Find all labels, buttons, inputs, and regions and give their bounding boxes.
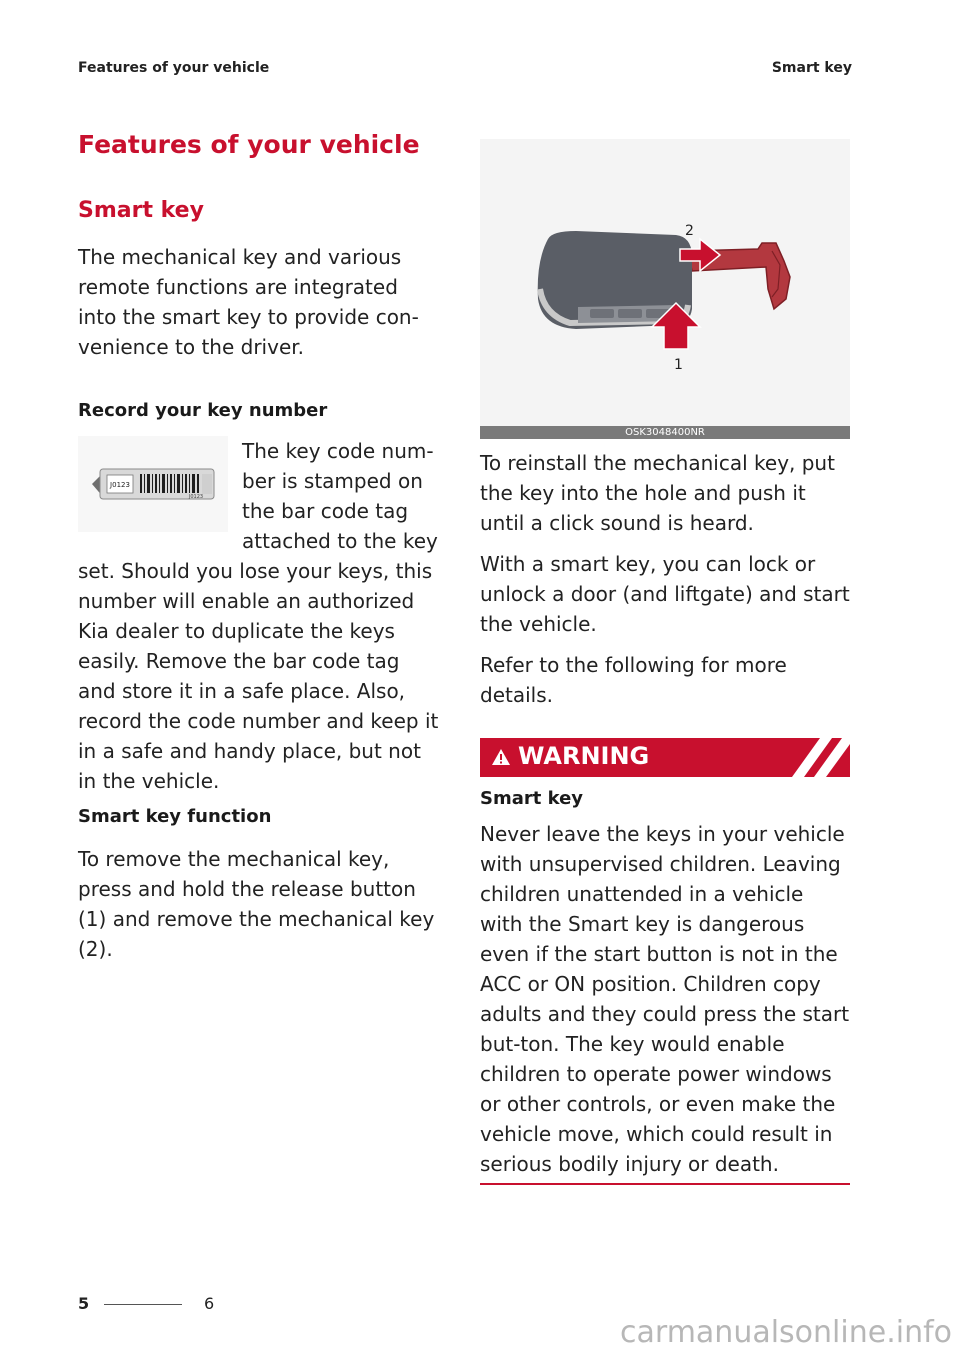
page-title: Features of your vehicle: [78, 130, 420, 159]
page-number: 6: [204, 1294, 215, 1313]
warning-heading: Smart key: [480, 788, 584, 809]
tag-code-label: J0123: [110, 481, 130, 489]
smart-key-function-paragraph: To remove the mechanical key, press and hold the release button (1) and remove the mechanical key (2).: [78, 847, 435, 961]
warning-icon: [491, 748, 511, 766]
figure-caption: OSK3048400NR: [480, 426, 850, 439]
lock-paragraph: With a smart key, you can lock or unlock a door (and liftgate) and start the vehicle.: [480, 552, 850, 636]
figure-label-2: 2: [685, 223, 694, 239]
warning-end-rule: [480, 1183, 850, 1185]
intro-paragraph: The mechanical key and various remote functions are integrated into the smart key to provide con-venience to the driver.: [78, 245, 419, 359]
header-section: Smart key: [771, 60, 852, 76]
warning-title: WARNING: [518, 742, 650, 770]
record-key-paragraph: The key code num-ber is stamped on the bar code tag attached to the key set. Should you lose your keys, this number will enable an authorized Kia dealer to duplicate the keys easily. Remove the bar code tag and store it in a safe place. Also, record the code number and keep it in a safe and handy place, but not in the vehicle.: [78, 439, 439, 793]
barcode-tag-image: [78, 436, 228, 532]
warning-banner: [480, 738, 850, 777]
reinstall-paragraph: To reinstall the mechanical key, put the key into the hole and push it until a click sound is heard.: [480, 451, 835, 535]
refer-paragraph: Refer to the following for more details.: [480, 653, 787, 707]
header-chapter: Features of your vehicle: [78, 60, 270, 76]
tag-code-label-small: J0123: [188, 494, 204, 500]
warning-paragraph: Never leave the keys in your vehicle with unsupervised children. Leaving children unattended in a vehicle with the Smart key is dangerous even if the start button is not in the ACC or ON position. Children copy adults and they could press the start but-ton. The key would enable children to operate power windows or other controls, or even make the vehicle move, which could result in serious bodily injury or death.: [480, 822, 850, 1176]
warning-stripes: [786, 738, 850, 777]
smart-key-figure: [480, 139, 850, 439]
record-key-block: [78, 436, 440, 796]
watermark: carmanualsonline.info: [620, 1315, 952, 1350]
section-number: 5: [78, 1294, 90, 1313]
smart-key-function-heading: Smart key function: [78, 806, 272, 827]
page-number-divider: [104, 1304, 182, 1305]
record-key-heading: Record your key number: [78, 400, 328, 421]
section-title: Smart key: [78, 198, 204, 223]
figure-label-1: 1: [674, 357, 683, 373]
